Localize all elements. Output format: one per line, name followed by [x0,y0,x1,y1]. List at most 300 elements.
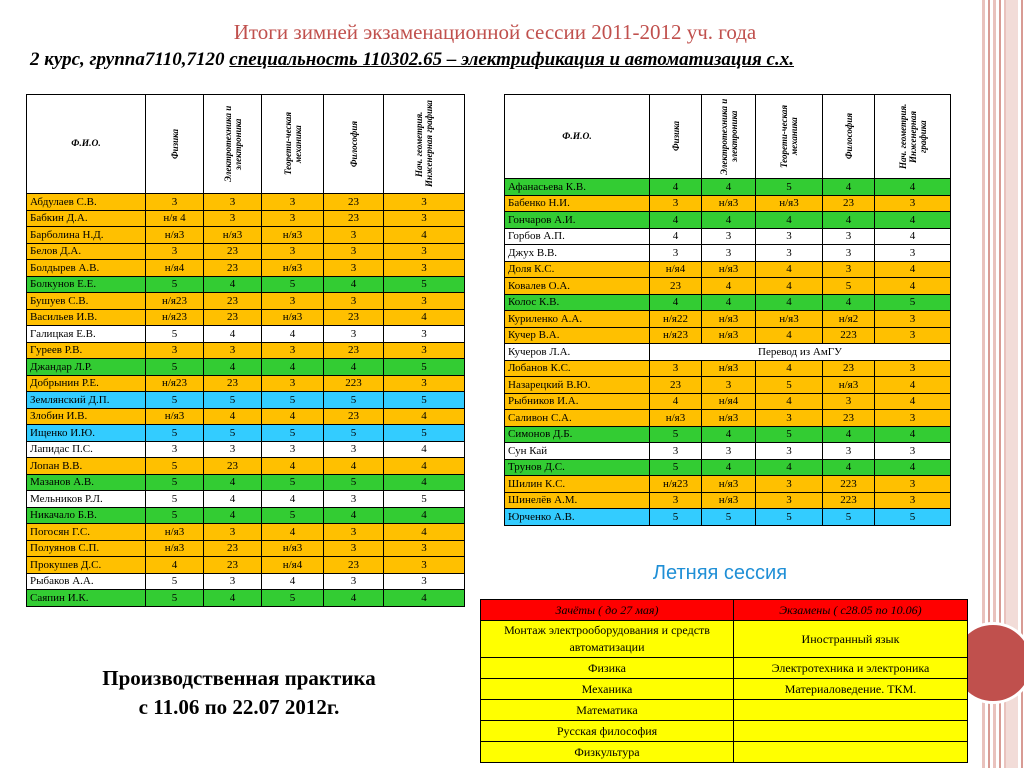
grade-cell: 3 [756,476,823,493]
student-row [27,392,465,409]
grade-cell: 3 [384,326,465,343]
student-name: Куриленко А.А. [505,311,650,328]
grade-cell: 4 [262,359,324,376]
grade-cell: 5 [262,425,324,442]
credit-subject: Физика [481,658,734,679]
grade-cell: н/я3 [146,540,204,557]
student-row [27,276,465,293]
grade-cell: н/я23 [650,327,702,344]
grade-cell: н/я3 [702,261,756,278]
grade-cell: н/я4 [702,393,756,410]
grade-cell: 5 [702,509,756,526]
grade-cell: 4 [262,408,324,425]
student-row [27,293,465,310]
grade-cell: 23 [823,360,875,377]
student-row [27,210,465,227]
student-name: Ковалев О.А. [505,278,650,295]
student-row [505,344,951,361]
grade-cell: 3 [875,360,951,377]
student-row [505,228,951,245]
credit-subject: Русская философия [481,721,734,742]
student-row [505,327,951,344]
practice-dates: с 11.06 по 22.07 2012г. [138,695,340,719]
student-row [27,359,465,376]
student-name: Бабенко Н.И. [505,195,650,212]
grade-cell: н/я2 [823,311,875,328]
student-name: Мазанов А.В. [27,474,146,491]
summer-row [481,679,968,700]
grade-cell: 23 [650,377,702,394]
grade-cell: 5 [650,459,702,476]
student-name: Саливон С.А. [505,410,650,427]
exams-header: Экзамены ( с28.05 по 10.06) [734,600,968,621]
grade-cell: 3 [650,195,702,212]
grade-cell: 4 [875,261,951,278]
practice-info [30,664,448,722]
exam-subject [734,700,968,721]
grade-cell: 5 [756,509,823,526]
grade-cell: 3 [384,260,465,277]
grades-table-right [504,94,951,526]
grade-cell: 3 [875,443,951,460]
grade-cell: 4 [875,393,951,410]
grade-cell: 3 [875,245,951,262]
grade-cell: 3 [875,476,951,493]
student-name: Бушуев С.В. [27,293,146,310]
student-row [27,441,465,458]
student-name: Колос К.В. [505,294,650,311]
grade-cell: 3 [756,492,823,509]
grade-cell: 4 [650,228,702,245]
credit-subject: Физкультура [481,742,734,763]
grade-cell: 4 [823,426,875,443]
grade-cell: 23 [324,557,384,574]
grade-cell: 4 [262,491,324,508]
summer-row [481,742,968,763]
grade-cell: н/я23 [146,293,204,310]
grade-cell: 3 [262,194,324,211]
student-row [27,474,465,491]
grade-cell: 5 [875,294,951,311]
grade-cell: 3 [324,243,384,260]
grade-cell: 4 [204,326,262,343]
grade-cell: 4 [823,459,875,476]
student-row [27,425,465,442]
grade-cell: 3 [324,491,384,508]
student-row [505,377,951,394]
exam-subject: Электротехника и электроника [734,658,968,679]
grade-cell: н/я3 [262,227,324,244]
grade-cell: 5 [146,359,204,376]
student-name: Трунов Д.С. [505,459,650,476]
grade-cell: 4 [146,557,204,574]
grade-cell: н/я22 [650,311,702,328]
grade-cell: 5 [146,392,204,409]
student-name: Шилин К.С. [505,476,650,493]
student-name: Лопан В.В. [27,458,146,475]
grade-cell: 23 [204,557,262,574]
grade-cell: 4 [384,507,465,524]
student-name: Сун Кай [505,443,650,460]
credit-subject: Механика [481,679,734,700]
grade-cell: 4 [204,408,262,425]
grade-cell: 23 [324,342,384,359]
column-header [756,95,823,179]
grade-cell: 3 [875,195,951,212]
student-name: Белов Д.А. [27,243,146,260]
student-name: Шинелёв А.М. [505,492,650,509]
subtitle-specialty: специальность 110302.65 – электрификация и автоматизация с.х. [229,49,794,70]
grade-cell: 4 [875,426,951,443]
grade-cell: н/я3 [702,476,756,493]
grade-cell: 4 [384,524,465,541]
student-name: Болкунов Е.Е. [27,276,146,293]
column-header [146,95,204,194]
student-name: Лапидас П.С. [27,441,146,458]
grade-cell: 5 [756,377,823,394]
grade-cell: 3 [650,492,702,509]
grade-cell: 223 [823,476,875,493]
grade-cell: н/я23 [146,309,204,326]
grade-cell: 5 [204,392,262,409]
grade-cell: 3 [702,245,756,262]
column-header [384,95,465,194]
grade-cell: 4 [384,590,465,607]
student-row [27,573,465,590]
grade-cell: 3 [384,243,465,260]
column-header-label: Теорети-ческая механика [779,105,799,168]
student-row [505,459,951,476]
grade-cell: 3 [146,441,204,458]
grade-cell: 4 [384,408,465,425]
student-name: Гуреев Р.В. [27,342,146,359]
grade-cell: 4 [702,294,756,311]
grade-cell: 3 [823,393,875,410]
grade-cell: 3 [702,377,756,394]
grade-cell: 5 [146,507,204,524]
column-header-label: Теорети-ческая механика [282,112,303,176]
grade-cell: 3 [875,327,951,344]
grade-cell: 3 [324,227,384,244]
grade-cell: 5 [146,276,204,293]
grade-cell: 4 [262,573,324,590]
grade-cell: 4 [702,179,756,196]
grade-cell: 3 [702,443,756,460]
student-name: Джандар Л.Р. [27,359,146,376]
column-header-label: Электротехника и электроника [718,98,739,175]
page-title: Итоги зимней экзаменационной сессии 2011-2012 уч. года [233,20,757,44]
student-row [27,260,465,277]
summer-row [481,721,968,742]
grade-cell: 3 [146,342,204,359]
grade-cell: 4 [823,179,875,196]
grade-cell: 3 [262,210,324,227]
subtitle-group: 2 курс, группа7110,7120 [30,49,230,70]
student-row [27,524,465,541]
grade-cell: 5 [650,426,702,443]
grade-cell: 3 [756,443,823,460]
grade-cell: 4 [756,212,823,229]
grade-cell: 3 [384,375,465,392]
student-name: Барболина Н.Д. [27,227,146,244]
grade-cell: 23 [204,260,262,277]
column-header: Ф.И.О. [505,95,650,179]
summer-row [481,700,968,721]
student-name: Доля К.С. [505,261,650,278]
student-row [505,426,951,443]
grade-cell: 3 [204,342,262,359]
grade-cell: 5 [146,326,204,343]
grade-cell: н/я3 [262,309,324,326]
grade-cell: 4 [756,278,823,295]
merged-note: Перевод из АмГУ [650,344,951,361]
student-row [27,326,465,343]
grade-cell: н/я3 [146,408,204,425]
student-name: Рыбников И.А. [505,393,650,410]
column-header-label: Философия [348,120,359,168]
grade-cell: 3 [324,293,384,310]
grade-cell: 5 [384,276,465,293]
grade-cell: 23 [204,293,262,310]
grade-cell: н/я3 [756,195,823,212]
student-row [27,243,465,260]
grade-cell: 4 [875,179,951,196]
grade-cell: 5 [823,509,875,526]
student-name: Горбов А.П. [505,228,650,245]
summer-session-label: Летняя сессия [652,562,788,584]
grade-cell: 5 [262,590,324,607]
student-name: Ищенко И.Ю. [27,425,146,442]
grade-cell: 3 [702,228,756,245]
student-name: Абдулаев С.В. [27,194,146,211]
grade-cell: 5 [146,425,204,442]
grade-cell: н/я3 [262,540,324,557]
student-row [505,195,951,212]
column-header-label: Электротехника и электроника [222,105,243,183]
grade-cell: н/я3 [702,360,756,377]
practice-title: Производственная практика [102,666,376,690]
grade-cell: 4 [384,458,465,475]
grade-cell: н/я23 [146,375,204,392]
student-name: Рыбаков А.А. [27,573,146,590]
grade-cell: 3 [324,326,384,343]
grade-cell: 3 [875,311,951,328]
column-header [650,95,702,179]
column-header-label: Нач. геометрия. Инженерная графика [414,100,434,188]
student-name: Васильев И.В. [27,309,146,326]
student-row [505,360,951,377]
grade-cell: 4 [756,327,823,344]
grade-cell: 4 [702,459,756,476]
grade-cell: 4 [204,474,262,491]
student-row [505,492,951,509]
grade-cell: н/я3 [702,410,756,427]
grade-cell: 3 [324,540,384,557]
grade-cell: 3 [384,342,465,359]
grade-cell: 3 [204,524,262,541]
grade-cell: 5 [384,425,465,442]
grade-cell: н/я3 [702,311,756,328]
grade-cell: 4 [324,359,384,376]
student-name: Бабкин Д.А. [27,210,146,227]
column-header [823,95,875,179]
exam-subject [734,742,968,763]
grade-cell: 4 [756,360,823,377]
grade-cell: н/я3 [823,377,875,394]
grade-cell: 5 [262,392,324,409]
credit-subject: Монтаж электрооборудования и средств автоматизации [481,621,734,658]
grade-cell: 4 [324,590,384,607]
grade-cell: н/я3 [146,524,204,541]
grade-cell: 4 [262,524,324,541]
student-name: Землянский Д.П. [27,392,146,409]
grade-cell: 4 [702,278,756,295]
grade-cell: 3 [756,228,823,245]
grade-cell: н/я4 [146,260,204,277]
grade-cell: 4 [823,294,875,311]
student-row [27,590,465,607]
grade-cell: 4 [262,326,324,343]
grade-cell: 5 [146,573,204,590]
column-header-label: Философия [843,113,854,160]
student-row [505,294,951,311]
grade-cell: 5 [650,509,702,526]
grade-cell: 4 [384,227,465,244]
grade-cell: 3 [262,441,324,458]
grade-cell: 5 [146,590,204,607]
grade-cell: 3 [384,557,465,574]
summer-row [481,658,968,679]
grade-cell: 223 [324,375,384,392]
student-name: Мельников Р.Л. [27,491,146,508]
grade-cell: н/я 4 [146,210,204,227]
grade-cell: 4 [650,294,702,311]
grade-cell: 3 [146,194,204,211]
grade-cell: 5 [384,491,465,508]
student-row [27,309,465,326]
student-row [27,458,465,475]
grade-cell: 3 [262,375,324,392]
grade-cell: 5 [262,276,324,293]
grade-cell: 4 [875,212,951,229]
exam-subject [734,721,968,742]
column-header-label: Нач. геометрия. Инженерная графика [897,103,928,170]
column-header-label: Физика [670,121,681,152]
grade-cell: н/я3 [204,227,262,244]
grade-cell: 5 [756,426,823,443]
grade-cell: 4 [384,441,465,458]
grade-cell: 3 [146,243,204,260]
exam-subject: Материаловедение. ТКМ. [734,679,968,700]
summer-row [481,621,968,658]
student-name: Злобин И.В. [27,408,146,425]
student-name: Погосян Г.С. [27,524,146,541]
grade-cell: 3 [324,524,384,541]
grade-cell: 5 [384,392,465,409]
student-name: Джух В.В. [505,245,650,262]
grade-cell: н/я3 [702,327,756,344]
grade-cell: 5 [262,507,324,524]
student-name: Кучеров Л.А. [505,344,650,361]
grade-cell: 4 [702,426,756,443]
column-header [262,95,324,194]
student-name: Болдырев А.В. [27,260,146,277]
student-name: Полуянов С.П. [27,540,146,557]
grade-cell: 3 [324,441,384,458]
student-row [27,507,465,524]
grade-cell: 4 [875,278,951,295]
grade-cell: 23 [204,540,262,557]
grade-cell: 3 [875,410,951,427]
grade-cell: 5 [384,359,465,376]
student-name: Симонов Д.Б. [505,426,650,443]
grade-cell: 4 [702,212,756,229]
student-row [27,491,465,508]
student-row [27,194,465,211]
grade-cell: 3 [823,261,875,278]
grade-cell: н/я3 [702,195,756,212]
student-row [27,342,465,359]
summer-session-table [480,599,968,763]
student-row [27,227,465,244]
grade-cell: 23 [204,375,262,392]
grade-cell: 3 [324,573,384,590]
column-header [702,95,756,179]
grade-cell: 3 [262,243,324,260]
grade-cell: 23 [204,309,262,326]
grade-cell: 23 [650,278,702,295]
grade-cell: 4 [756,393,823,410]
grade-cell: 4 [875,228,951,245]
grade-cell: 4 [204,276,262,293]
student-name: Прокушев Д.С. [27,557,146,574]
grade-cell: 23 [324,210,384,227]
grade-cell: 4 [650,393,702,410]
grade-cell: 4 [875,459,951,476]
student-row [505,410,951,427]
student-name: Саяпин И.К. [27,590,146,607]
grade-cell: 3 [384,573,465,590]
student-name: Кучер В.А. [505,327,650,344]
student-name: Гончаров А.И. [505,212,650,229]
grade-cell: 4 [324,276,384,293]
grade-cell: 5 [756,179,823,196]
column-header: Ф.И.О. [27,95,146,194]
grade-cell: н/я4 [262,557,324,574]
grade-cell: 223 [823,327,875,344]
grade-cell: н/я3 [702,492,756,509]
page-subtitle [30,49,960,71]
grade-cell: 4 [823,212,875,229]
grade-cell: 4 [324,507,384,524]
student-row [505,278,951,295]
grade-cell: н/я3 [146,227,204,244]
student-name: Лобанов К.С. [505,360,650,377]
grade-cell: 4 [324,458,384,475]
grade-cell: 23 [324,309,384,326]
grade-cell: 23 [324,194,384,211]
student-row [505,443,951,460]
grade-cell: 23 [204,458,262,475]
grade-cell: 3 [756,410,823,427]
student-row [505,476,951,493]
grade-cell: 4 [384,474,465,491]
grade-cell: 5 [324,425,384,442]
grade-cell: 3 [384,293,465,310]
grade-cell: 5 [146,491,204,508]
grade-cell: 5 [875,509,951,526]
grade-cell: 3 [823,245,875,262]
